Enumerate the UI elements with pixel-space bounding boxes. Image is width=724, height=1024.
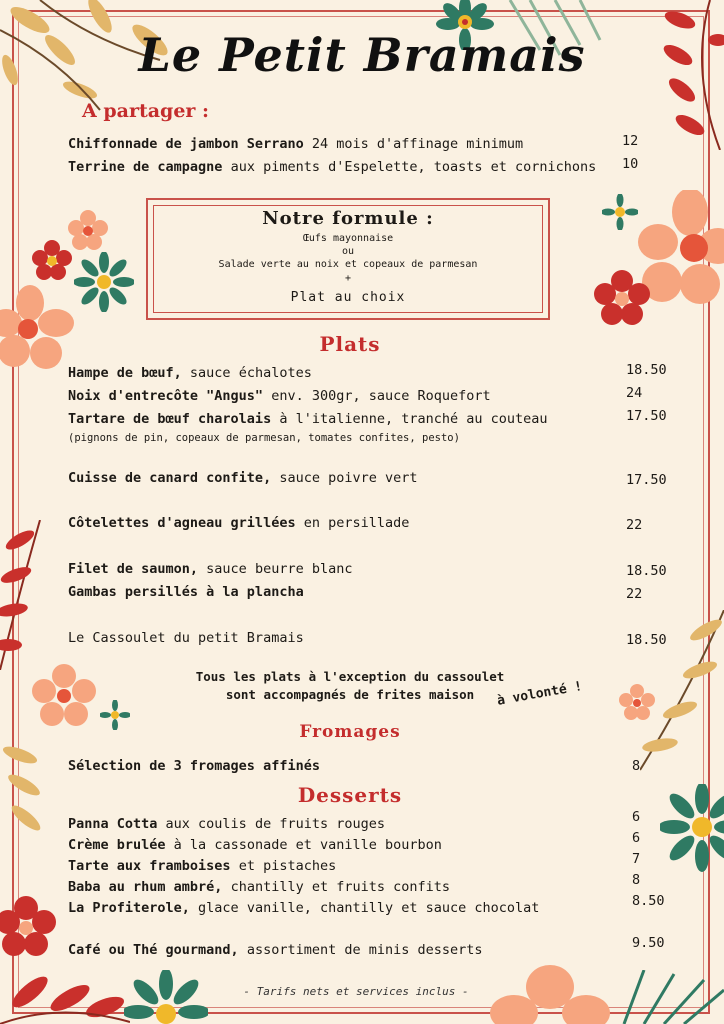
red-flower-right-icon — [594, 270, 650, 326]
item-desc: sauce beurre blanc — [198, 561, 353, 577]
restaurant-title: Le Petit Bramais — [138, 28, 586, 82]
fromages-heading: Fromages — [299, 722, 401, 742]
item-desc: à la cassonade et vanille bourbon — [165, 837, 442, 853]
item-name: Café ou Thé gourmand, — [68, 942, 239, 958]
price-entrecote: 24 — [626, 385, 643, 401]
item-name: Cuisse de canard confite, — [68, 470, 272, 486]
menu-item-entrecote — [68, 388, 491, 404]
price-terrine: 10 — [622, 156, 639, 172]
menu-item-gambas — [68, 584, 304, 600]
item-name: La Profiterole, — [68, 900, 190, 916]
menu-item-tarte — [68, 858, 336, 874]
item-desc: Le Cassoulet du petit Bramais — [68, 630, 304, 646]
menu-item-creme-brulee — [68, 837, 442, 853]
formule-plus: + — [344, 273, 352, 284]
item-desc: sauce échalotes — [181, 365, 312, 381]
tartare-note: (pignons de pin, copeaux de parmesan, tomates confites, pesto) — [68, 432, 460, 444]
item-name: Hampe de bœuf, — [68, 365, 182, 381]
menu-item-profiterole — [68, 900, 539, 916]
menu-item-baba — [68, 879, 450, 895]
teal-flower-icon — [74, 252, 134, 312]
red-flower-bottom-left-icon — [0, 896, 56, 956]
item-desc: sauce poivre vert — [271, 470, 418, 486]
menu-item-saumon — [68, 561, 352, 577]
price-canard: 17.50 — [626, 472, 667, 488]
price-creme-brulee: 6 — [632, 830, 641, 846]
teal-flower-small-icon — [602, 194, 638, 230]
item-name: Gambas persillés à la plancha — [68, 584, 304, 600]
plats-heading: Plats — [319, 332, 381, 356]
formule-line1: Œufs mayonnaise — [302, 233, 394, 244]
formule-line2: Salade verte au noix et copeaux de parmesan — [218, 259, 478, 270]
price-jambon: 12 — [622, 133, 639, 149]
menu-item-fromages — [68, 758, 320, 774]
menu-item-tartare — [68, 411, 548, 427]
menu-item-panna-cotta — [68, 816, 385, 832]
price-tartare: 17.50 — [626, 408, 667, 424]
item-desc: env. 300gr, sauce Roquefort — [263, 388, 491, 404]
peach-flower-right-icon — [638, 190, 724, 310]
item-name: Tarte aux framboises — [68, 858, 231, 874]
peach-flower-left-icon — [0, 285, 75, 375]
item-name: Crème brulée — [68, 837, 166, 853]
item-name: Filet de saumon, — [68, 561, 199, 577]
item-name: Côtelettes d'agneau grillées — [68, 515, 296, 531]
price-hampe: 18.50 — [626, 362, 667, 378]
item-desc: chantilly et fruits confits — [222, 879, 451, 895]
menu-item-agneau — [68, 515, 409, 531]
price-tarte: 7 — [632, 851, 641, 867]
price-gambas: 22 — [626, 586, 643, 602]
price-baba: 8 — [632, 872, 641, 888]
menu-item-hampe — [68, 365, 312, 381]
menu-item-terrine — [68, 159, 596, 175]
price-agneau: 22 — [626, 517, 643, 533]
menu-item-canard — [68, 470, 418, 486]
volonte-note: à volonté ! — [496, 679, 584, 709]
price-fromages: 8 — [632, 758, 641, 774]
item-desc: et pistaches — [230, 858, 337, 874]
price-profiterole: 8.50 — [632, 893, 665, 909]
menu-item-jambon — [68, 136, 523, 152]
item-name: Tartare de bœuf charolais — [68, 411, 272, 427]
formule-choice: Plat au choix — [290, 290, 406, 305]
footer-note: - Tarifs nets et services inclus - — [243, 985, 469, 998]
item-desc: aux coulis de fruits rouges — [157, 816, 385, 832]
price-cassoulet: 18.50 — [626, 632, 667, 648]
item-name: Baba au rhum ambré, — [68, 879, 223, 895]
desserts-heading: Desserts — [297, 783, 403, 807]
left-red-leaves-decoration — [0, 520, 50, 670]
red-flower-small-icon — [32, 240, 72, 280]
partager-heading: A partager : — [82, 100, 210, 122]
item-desc: glace vanille, chantilly et sauce chocolat — [189, 900, 540, 916]
item-desc: assortiment de minis desserts — [238, 942, 483, 958]
price-saumon: 18.50 — [626, 563, 667, 579]
item-desc: 24 mois d'affinage minimum — [303, 136, 524, 152]
item-desc: en persillade — [295, 515, 410, 531]
item-desc: à l'italienne, tranché au couteau — [271, 411, 548, 427]
item-name: Sélection de 3 fromages affinés — [68, 758, 320, 774]
item-name: Chiffonnade de jambon Serrano — [68, 136, 304, 152]
plats-note-line2: sont accompagnés de frites maison — [225, 687, 475, 702]
item-desc: aux piments d'Espelette, toasts et cornichons — [222, 159, 597, 175]
item-name: Terrine de campagne — [68, 159, 223, 175]
peach-flower-small-icon — [68, 210, 108, 250]
formule-title: Notre formule : — [262, 208, 434, 229]
menu-item-cassoulet — [68, 630, 304, 646]
price-panna-cotta: 6 — [632, 809, 641, 825]
item-name: Panna Cotta — [68, 816, 158, 832]
price-cafe-gourmand: 9.50 — [632, 935, 665, 951]
formule-or: ou — [341, 246, 355, 257]
item-name: Noix d'entrecôte "Angus" — [68, 388, 264, 404]
plats-note-line1: Tous les plats à l'exception du cassoulet — [195, 669, 505, 684]
menu-item-cafe-gourmand — [68, 942, 483, 958]
